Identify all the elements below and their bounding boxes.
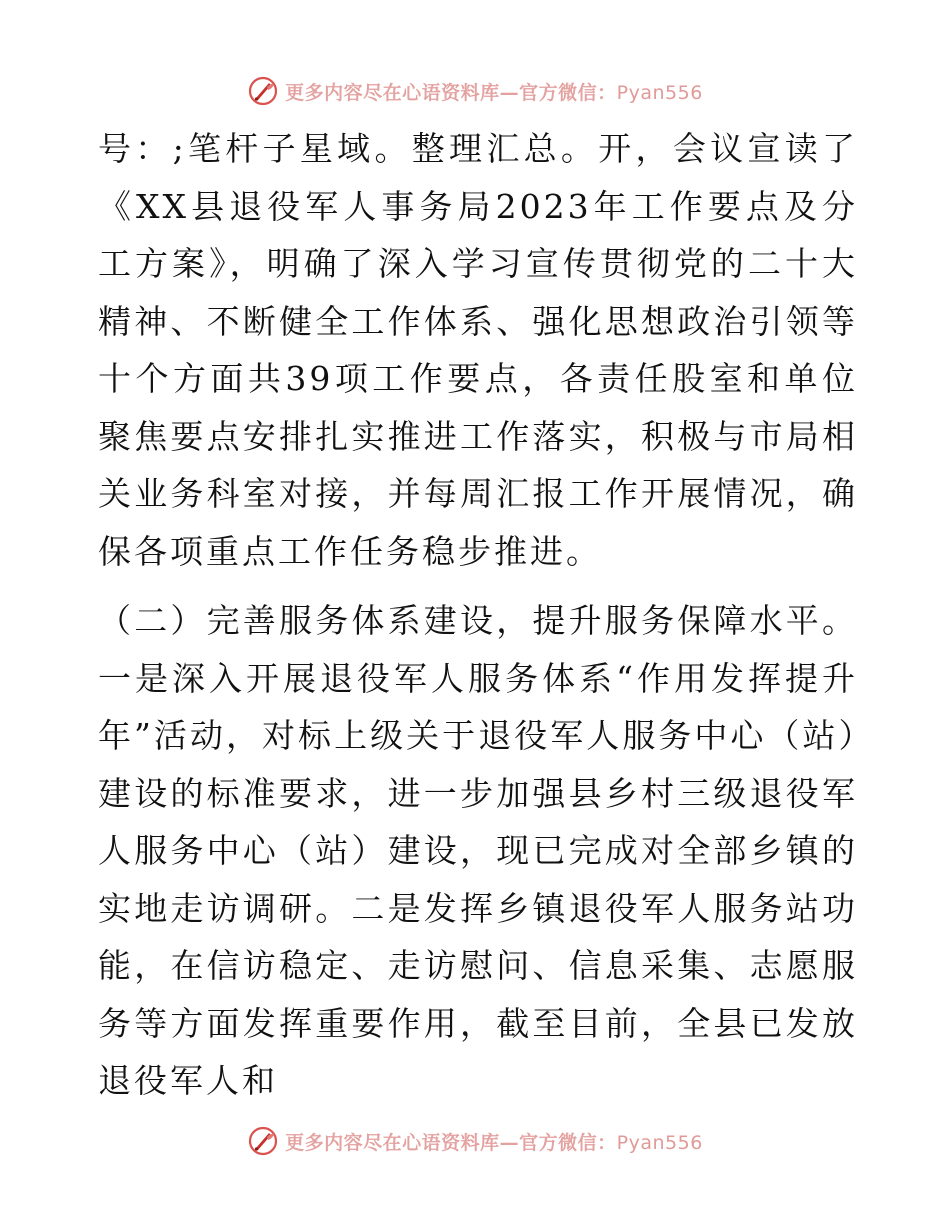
watermark-text: 更多内容尽在心语资料库—官方微信：Pyan556 [285,1131,703,1154]
paragraph-2: （二）完善服务体系建设，提升服务保障水平。一是深入开展退役军人服务体系“作用发挥提升年”活动，对标上级关于退役军人服务中心（站）建设的标准要求，进一步加强县乡村三级退役军人服务中心（站）建设，现已完成对全部乡镇的实地走访调研。二是发挥乡镇退役军人服务站功能，在信访稳定、走访慰问、信息采集、志愿服务等方面发挥重要作用，截至目前，全县已发放退役军人和 [98,601,858,1100]
watermark-footer [0,1124,950,1158]
paragraph-1: 号：;笔杆子星域。整理汇总。开，会议宣读了《XX县退役军人事务局2023年工作要点及分工方案》，明确了深入学习宣传贯彻党的二十大精神、不断健全工作体系、强化思想政治引领等十个方面共39项工作要点，各责任股室和单位聚焦要点安排扎实推进工作落实，积极与市局相关业务科室对接，并每周汇报工作开展情况，确保各项重点工作任务稳步推进。 [98,129,858,571]
watermark-header [0,74,950,108]
watermark-wechat-id: Pyan556 [616,1131,703,1154]
feather-pen-circle-icon [247,75,279,107]
watermark-wechat-id: Pyan556 [616,81,703,104]
document-body [98,120,858,1110]
watermark-text: 更多内容尽在心语资料库—官方微信：Pyan556 [285,81,703,104]
feather-pen-circle-icon [247,1125,279,1157]
